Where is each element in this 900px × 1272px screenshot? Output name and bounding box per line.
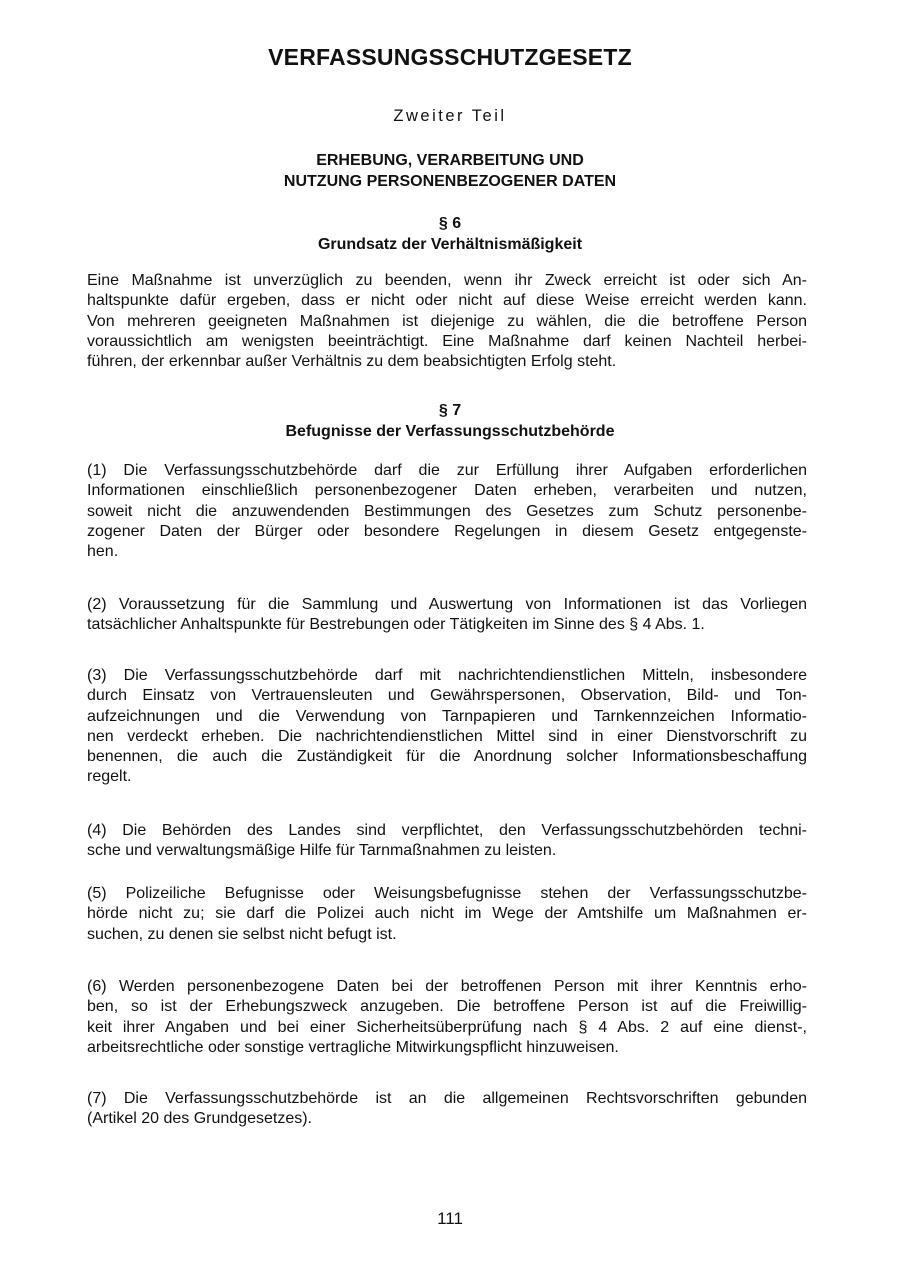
section-7-paragraph-1 (87, 461, 807, 562)
text-line: (3) Die Verfassungsschutzbehörde darf mit nachrichtendienstlichen Mitteln, insbesondere (87, 667, 807, 684)
text-line: (1) Die Verfassungsschutzbehörde darf die zur Erfüllung ihrer Aufgaben erforderlichen (87, 462, 807, 479)
section-title: Grundsatz der Verhältnismäßigkeit (317, 236, 583, 253)
section-7-paragraph-3 (87, 666, 807, 788)
text-line: benennen, die auch die Zuständigkeit für die Anordnung solcher Informationsbeschaffung (87, 748, 807, 766)
part-label: Zweiter Teil (393, 107, 507, 125)
text-line: Von mehreren geeigneten Maßnahmen ist diejenige zu wählen, die die betroffene Person (87, 312, 807, 330)
text-line: (5) Polizeiliche Befugnisse oder Weisungsbefugnisse stehen der Verfassungsschutzbe- (87, 885, 807, 902)
chapter-title-line: NUTZUNG PERSONENBEZOGENER DATEN (283, 173, 617, 190)
section-6-heading (0, 213, 900, 255)
text-line: (Artikel 20 des Grundgesetzes). (87, 1110, 312, 1128)
section-7-heading (0, 400, 900, 442)
text-line: ben, so ist der Erhebungszweck anzugeben. Die betroffene Person ist auf die Freiwillig- (87, 998, 807, 1016)
text-line: Eine Maßnahme ist unverzüglich zu beenden, wenn ihr Zweck erreicht ist oder sich An- (87, 272, 807, 289)
text-line: suchen, zu denen sie selbst nicht befugt ist. (87, 925, 397, 943)
section-7-paragraph-5 (87, 884, 807, 945)
section-7-paragraph-4 (87, 821, 807, 862)
text-line: aufzeichnungen und die Verwendung von Tarnpapieren und Tarnkennzeichen Informatio- (87, 707, 807, 725)
text-line: (2) Voraussetzung für die Sammlung und Auswertung von Informationen ist das Vorliegen (87, 596, 807, 613)
text-line: nen verdeckt erheben. Die nachrichtendienstlichen Mittel sind in einer Dienstvorschrift zu (87, 727, 807, 745)
text-line: hörde nicht zu; sie darf die Polizei auch nicht im Wege der Amtshilfe um Maßnahmen er- (87, 905, 807, 923)
text-line: regelt. (87, 768, 132, 786)
chapter-title (0, 150, 900, 192)
text-line: (7) Die Verfassungsschutzbehörde ist an die allgemeinen Rechtsvorschriften gebunden (87, 1090, 807, 1107)
text-line: keit ihrer Angaben und bei einer Sicherheitsüberprüfung nach § 4 Abs. 2 auf eine dienst-, (87, 1018, 807, 1036)
text-line: arbeitsrechtliche oder sonstige vertragliche Mitwirkungspflicht hinzuweisen. (87, 1038, 619, 1056)
text-line: zogener Daten der Bürger oder besondere Regelungen in diesem Gesetz entgegenste- (87, 522, 807, 540)
text-line: haltspunkte dafür ergeben, dass er nicht oder nicht auf diese Weise erreicht werden kann. (87, 292, 807, 310)
text-line: führen, der erkennbar außer Verhältnis zu dem beabsichtigten Erfolg steht. (87, 353, 617, 371)
section-7-paragraph-7 (87, 1089, 807, 1130)
document-title: VERFASSUNGSSCHUTZGESETZ (268, 44, 632, 70)
text-line: sche und verwaltungsmäßige Hilfe für Tarnmaßnahmen zu leisten. (87, 842, 557, 860)
chapter-title-line: ERHEBUNG, VERARBEITUNG UND (316, 152, 584, 169)
section-6-paragraph (87, 271, 807, 372)
text-line: hen. (87, 543, 119, 561)
text-line: tatsächlicher Anhaltspunkte für Bestrebungen oder Tätigkeiten im Sinne des § 4 Abs. 1. (87, 616, 705, 634)
text-line: (6) Werden personenbezogene Daten bei der betroffenen Person mit ihrer Kenntnis erho- (87, 978, 807, 995)
section-title: Befugnisse der Verfassungsschutzbehörde (285, 423, 615, 440)
text-line: (4) Die Behörden des Landes sind verpflichtet, den Verfassungsschutzbehörden techni- (87, 822, 807, 839)
text-line: durch Einsatz von Vertrauensleuten und Gewährspersonen, Observation, Bild- und Ton- (87, 687, 807, 705)
text-line: Informationen einschließlich personenbezogener Daten erheben, verarbeiten und nutzen, (87, 482, 807, 500)
page-number: 111 (437, 1209, 463, 1228)
section-number: § 7 (438, 402, 462, 419)
text-line: voraussichtlich am wenigsten beeinträchtigt. Eine Maßnahme darf keinen Nachteil herbei- (87, 332, 807, 350)
section-7-paragraph-2 (87, 595, 807, 636)
section-7-paragraph-6 (87, 977, 807, 1058)
section-number: § 6 (438, 215, 462, 232)
text-line: soweit nicht die anzuwendenden Bestimmungen des Gesetzes zum Schutz personenbe- (87, 502, 807, 520)
